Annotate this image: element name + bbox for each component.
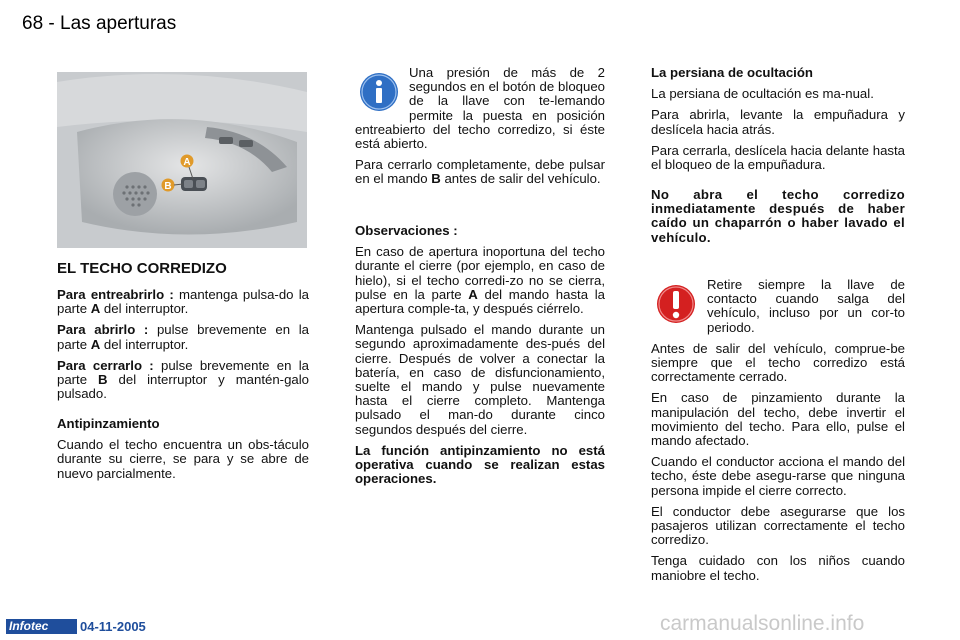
page-header [22,13,176,35]
key-b: B [431,171,441,187]
key-warning [651,278,905,335]
text: del interruptor. [100,336,189,352]
label-a: A [183,157,191,168]
observations-text [355,245,605,316]
key-warning-text: Retire siempre la llave de contacto cuando salga del vehículo, incluso por un cor-to periodo. [707,277,905,335]
driver-text: Cuando el conductor acciona el mando del techo, éste debe asegu-rarse que ninguna persona impide el cierre correcto. [651,454,905,498]
text: del interruptor y mantén-galo pulsado. [57,372,309,402]
observations-heading: Observaciones : [355,223,458,238]
key-a: A [468,286,478,302]
text: del interruptor. [100,301,189,317]
blind-p3: Para cerrarla, deslícela hacia delante hasta el bloqueo de la empuñadura. [651,142,905,173]
section-title: Las aperturas [60,13,177,34]
text: Para cerrarlo completamente, debe pulsar en el mando [355,157,605,187]
footer-date: 04-11-2005 [80,619,146,634]
key-a: A [90,301,101,317]
label-open-partially: Para entreabrirlo : [57,287,174,302]
antipinch-heading: Antipinzamiento [57,416,160,431]
hold-text: Mantenga pulsado el mando durante un segundo aproximadamente des-pués del cierre. Después de volver a conectar la batería, en caso de disfuncionamiento, suelte el mando y pulse nuevamente hasta el cierre completo. Mantenga pulsado el man-do durante cinco segundos después del cierre. [355,322,605,437]
paragraph-close [57,359,309,402]
roof-control-photo [57,72,307,248]
text: pulse brevemente en la parte [57,322,309,352]
rain-warning: No abra el techo corredizo inmediatamente después de haber caído un chaparrón o haber lavado el vehículo. [651,187,905,245]
blind-heading: La persiana de ocultación [651,65,813,80]
key-b: B [98,372,108,388]
key-a: A [90,336,101,352]
blind-p2: Para abrirla, levante la empuñadura y deslícela hacia atrás. [651,107,905,137]
text: pulse brevemente en la parte [57,357,309,388]
antipinch-note: La función antipinzamiento no está operativa cuando se realizan estas operaciones. [355,442,605,487]
close-completely-text [355,158,605,186]
text: mantenga pulsa-do la parte [57,287,309,317]
pinch-text: En caso de pinzamiento durante la manipulación del techo, debe invertir el movimiento del techo. Para ello, pulse el mando afectado. [651,390,905,449]
infotec-logo: Infotec [6,619,77,634]
label-open: Para abrirlo : [57,322,149,338]
roof-control-illustration [57,72,307,248]
info-text-content: Una presión de más de 2 segundos en el botón de bloqueo de la llave con te-lemando permite la puesta en posición entreabierto del techo corredizo, si éste está abierto. [355,65,605,152]
page-number: 68 [22,13,44,34]
text: En caso de apertura inoportuna del techo durante el cierre (por ejemplo, en caso de hielo), si el techo corredi-zo no se cierra, pulse en la parte [355,244,605,302]
antipinch-text: Cuando el techo encuentra un obs-táculo durante su cierre, se para y se abre de nuevo parcialmente. [57,437,309,481]
label-close: Para cerrarlo : [57,357,154,373]
paragraph-open [57,323,309,351]
info-text [355,66,605,151]
blind-p1: La persiana de ocultación es ma-nual. [651,86,874,102]
text: del mando hasta la apertura comple-ta, y después ciérrelo. [355,286,605,317]
children-text: Tenga cuidado con los niños cuando maniobre el techo. [651,553,905,583]
text: antes de salir del vehículo. [440,171,601,187]
check-closed-text: Antes de salir del vehículo, comprue-be siempre que el techo corredizo está correctamente cerrado. [651,340,905,385]
watermark: carmanualsonline.info [660,612,865,635]
passengers-text: El conductor debe asegurarse que los pasajeros utilizan correctamente el techo corredizo. [651,503,905,548]
header-separator: - [43,13,61,34]
label-b: B [164,181,172,192]
section-heading: EL TECHO CORREDIZO [57,260,227,277]
paragraph-open-partially [57,288,309,316]
